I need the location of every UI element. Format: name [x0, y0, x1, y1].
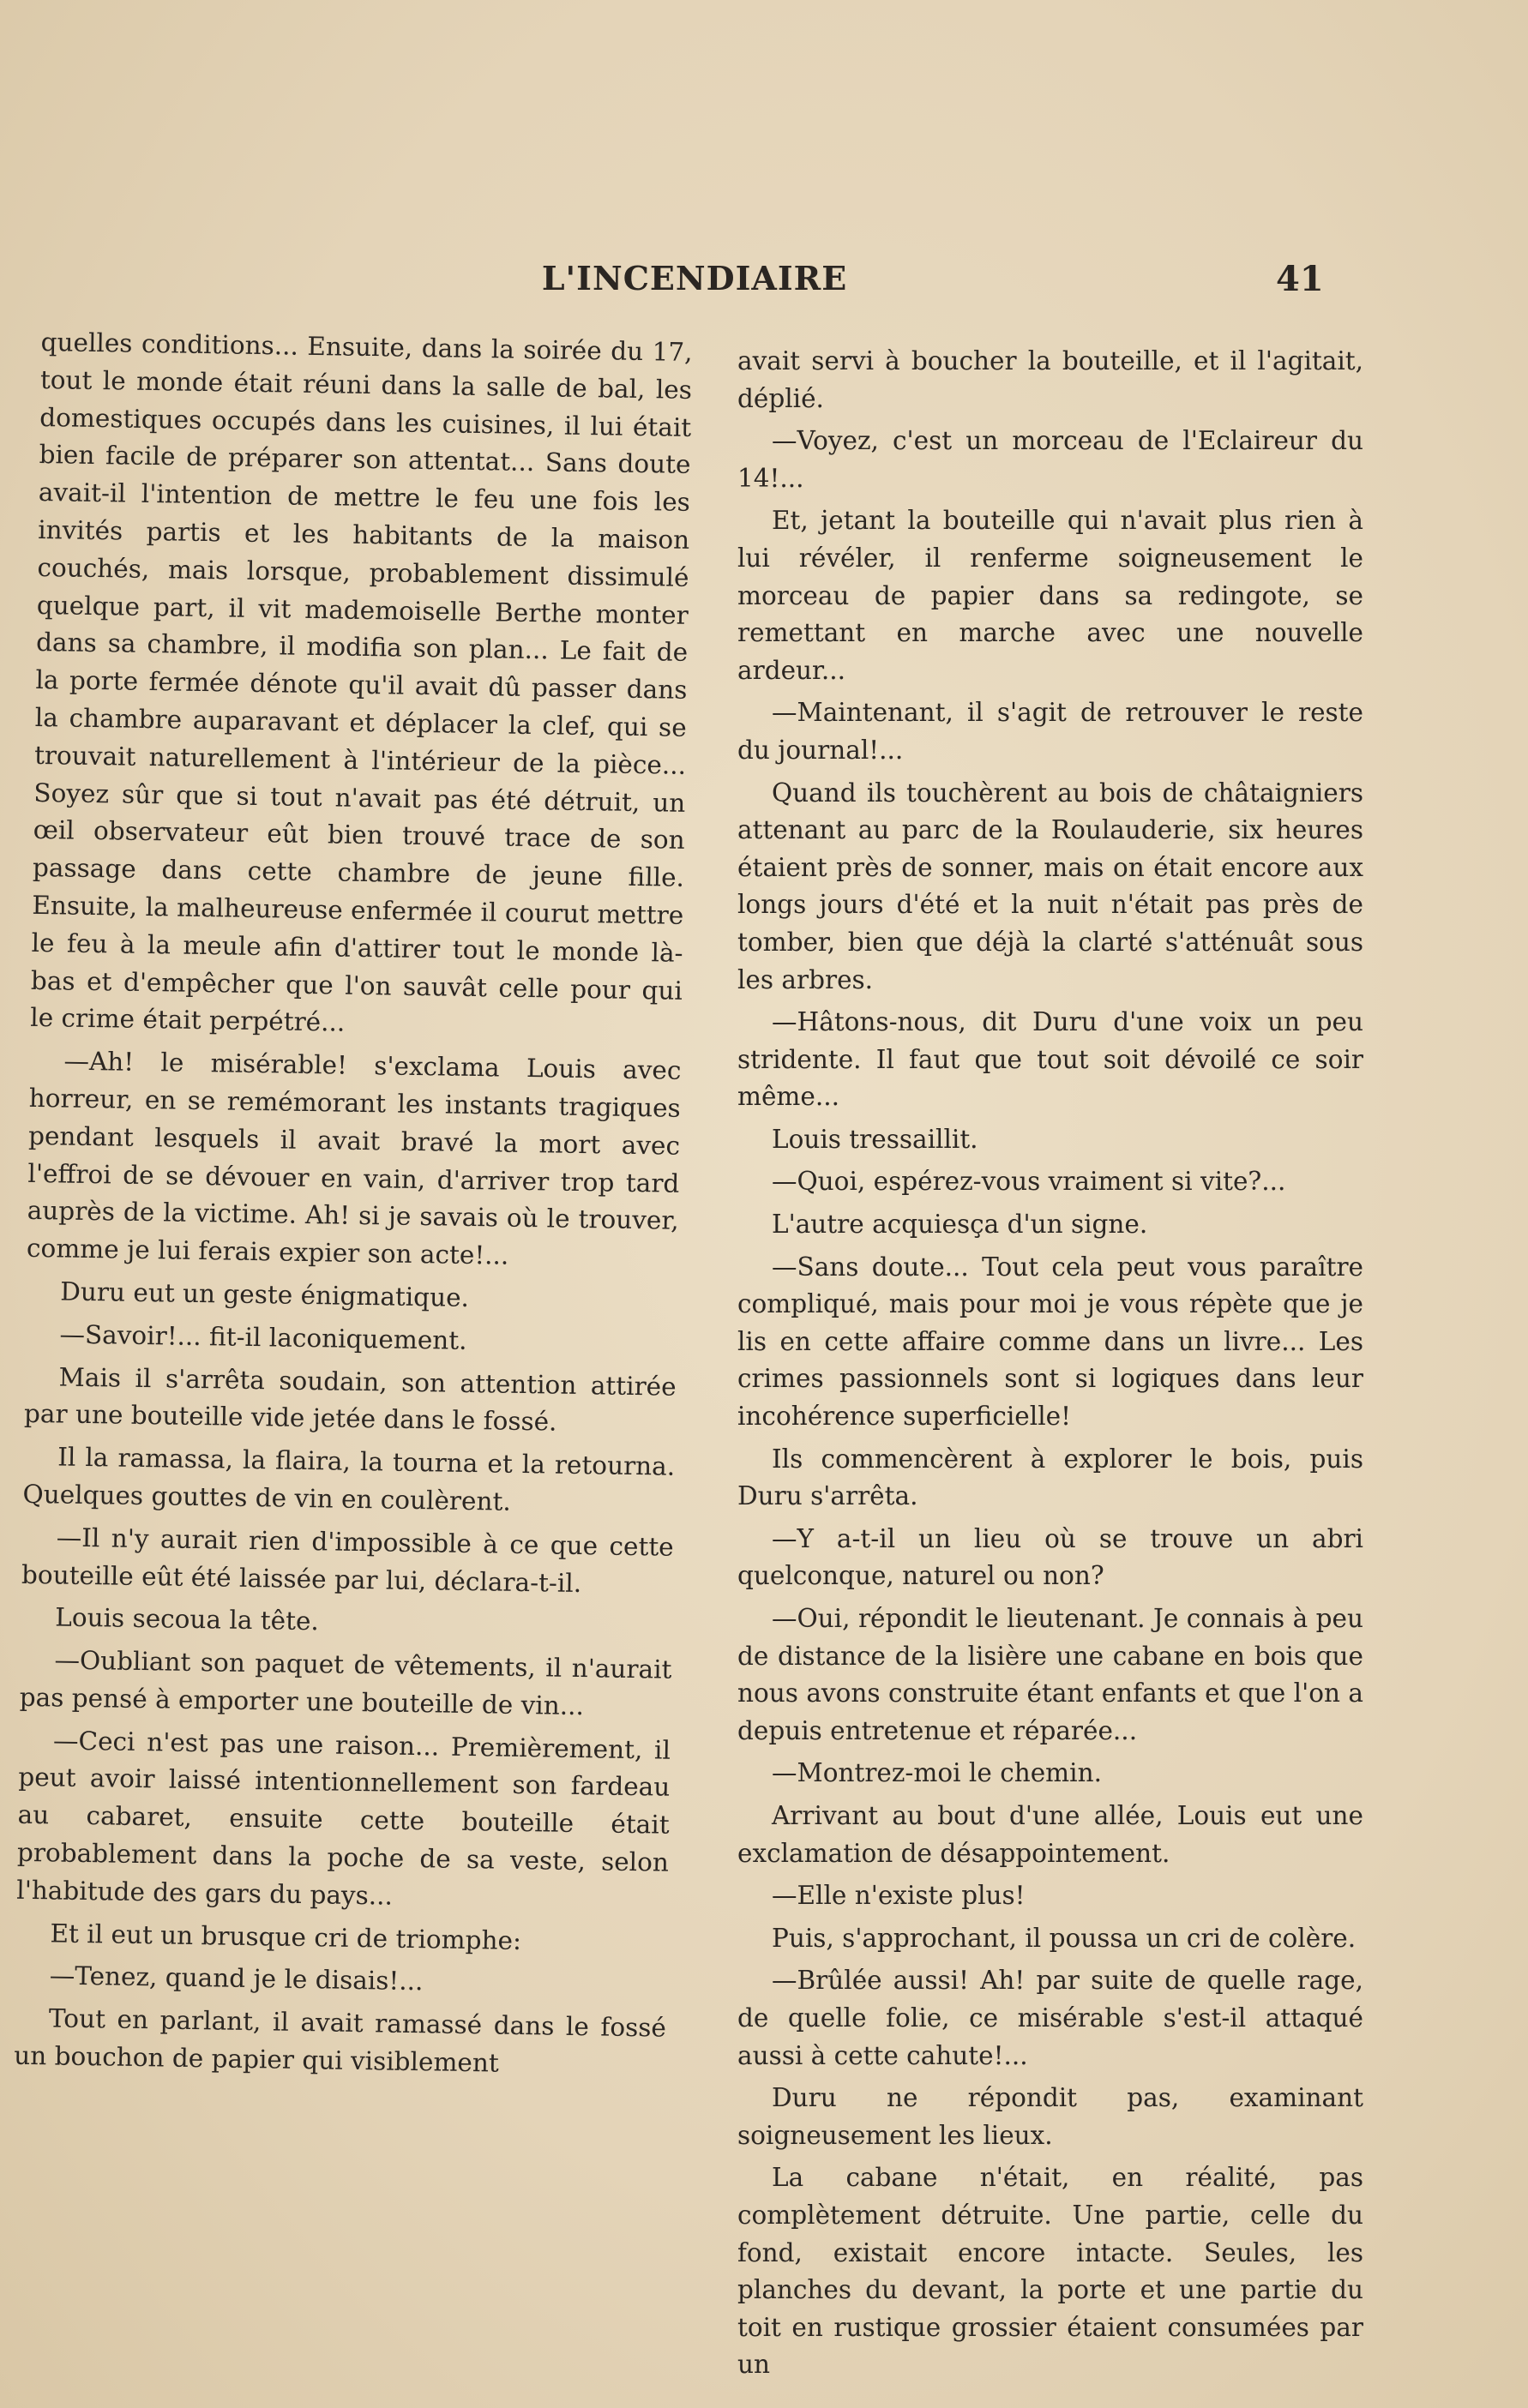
paragraph: L'autre acquiesça d'un signe.: [772, 1210, 1148, 1240]
paragraph: —Brûlée aussi! Ah! par suite de quelle rage, de quelle folie, ce misérable s'est-il attaqué aussi à cette cahute!...: [737, 1966, 1363, 2070]
paragraph: —Tenez, quand je le disais!...: [49, 1961, 424, 1997]
paragraph: Ils commencèrent à explorer le bois, puis Duru s'arrêta.: [737, 1444, 1363, 1511]
paragraph: Duru ne répondit pas, examinant soigneusement les lieux.: [737, 2083, 1363, 2150]
paragraph: Et il eut un brusque cri de triomphe:: [50, 1919, 522, 1955]
paragraph: —Oubliant son paquet de vêtements, il n'aurait pas pensé à emporter une bouteille de vin...: [19, 1645, 672, 1721]
running-title: L'INCENDIAIRE: [541, 259, 848, 297]
paragraph: Et, jetant la bouteille qui n'avait plus rien à lui révéler, il renferme soigneusement le morceau de papier dans sa redingote, se remettant en marche avec une nouvelle ardeur...: [737, 506, 1363, 685]
paragraph: Duru eut un geste énigmatique.: [60, 1276, 470, 1312]
paragraph: —Il n'y aurait rien d'impossible à ce que cette bouteille eût été laissée par lui, déclara-t-il.: [21, 1522, 674, 1598]
paragraph: Louis tressaillit.: [772, 1124, 978, 1154]
paragraph: —Oui, répondit le lieutenant. Je connais à peu de distance de la lisière une cabane en bois que nous avons construite étant enfants et que l'on a depuis entretenue et réparée...: [737, 1604, 1363, 1745]
paragraph: —Savoir!... fit-il laconiquement.: [59, 1319, 467, 1355]
paragraph: Quand ils touchèrent au bois de châtaigniers attenant au parc de la Roulauderie, six heures étaient près de sonner, mais on était encore aux longs jours d'été et la nuit n'était pas près de tomber, bien que déjà la clarté s'atténuât sous les arbres.: [737, 778, 1363, 994]
paragraph: Tout en parlant, il avait ramassé dans le fossé un bouchon de papier qui visiblement: [14, 2003, 667, 2078]
paragraph: Mais il s'arrêta soudain, son attention attirée par une bouteille vide jetée dans le fossé.: [23, 1361, 677, 1437]
paragraph: —Maintenant, il s'agit de retrouver le reste du journal!...: [737, 698, 1363, 765]
right-column: [737, 343, 1363, 2389]
paragraph: —Voyez, c'est un morceau de l'Eclaireur du 14!...: [737, 426, 1363, 493]
paragraph: —Hâtons-nous, dit Duru d'une voix un peu stridente. Il faut que tout soit dévoilé ce soir même...: [737, 1007, 1363, 1112]
left-column: [14, 324, 693, 2091]
paragraph: —Montrez-moi le chemin.: [772, 1758, 1102, 1788]
paragraph: La cabane n'était, en réalité, pas complètement détruite. Une partie, celle du fond, existait encore intacte. Seules, les planches du devant, la porte et une partie du toit en rustique grossier étaient consumées par un: [737, 2163, 1363, 2380]
paragraph: —Quoi, espérez-vous vraiment si vite?...: [772, 1167, 1286, 1197]
paragraph: Louis secoua la tête.: [55, 1602, 320, 1636]
paragraph: —Elle n'existe plus!: [772, 1881, 1026, 1911]
paragraph: —Y a-t-il un lieu où se trouve un abri quelconque, naturel ou non?: [737, 1523, 1363, 1591]
page-number: 41: [1276, 259, 1324, 299]
paragraph: Il la ramassa, la flaira, la tourna et la retourna. Quelques gouttes de vin en coulèrent.: [22, 1442, 676, 1516]
paragraph: quelles conditions... Ensuite, dans la soirée du 17, tout le monde était réuni dans la salle de bal, les domestiques occupés dans les cuisines, il lui était bien facile de préparer son attentat... Sans doute avait-il l'intention de mettre le feu une fois les invités partis et les habitants de la maison couchés, mais lorsque, probablement dissimulé quelque part, il vit mademoiselle Berthe monter dans sa chambre, il modifia son plan... Le fait de la porte fermée dénote qu'il avait dû passer dans la chambre auparavant et déplacer la clef, qui se trouvait naturellement à l'intérieur de la pièce... Soyez sûr que si tout n'avait pas été détruit, un œil observateur eût bien trouvé trace de son passage dans cette chambre de jeune fille. Ensuite, la malheureuse enfermée il courut mettre le feu à la meule afin d'attirer tout le monde là-bas et d'empêcher que l'on sauvât celle pour qui le crime était perpétré...: [30, 327, 693, 1038]
paragraph: —Ah! le misérable! s'exclama Louis avec horreur, en se remémorant les instants tragiques pendant lesquels il avait bravé la mort avec l'effroi de se dévouer en vain, d'arriver trop tard auprès de la victime. Ah! si je savais où le trouver, comme je lui ferais expier son acte!...: [26, 1046, 682, 1270]
paragraph: Arrivant au bout d'une allée, Louis eut une exclamation de désappointement.: [737, 1800, 1363, 1868]
paragraph: avait servi à boucher la bouteille, et il l'agitait, déplié.: [737, 346, 1363, 413]
paragraph: —Ceci n'est pas une raison... Premièrement, il peut avoir laissé intentionnellement son fardeau au cabaret, ensuite cette bouteille était probablement dans la poche de sa veste, selon l'habitude des gars du pays...: [16, 1726, 671, 1911]
paragraph: Puis, s'approchant, il poussa un cri de colère.: [772, 1923, 1357, 1953]
paragraph: —Sans doute... Tout cela peut vous paraître compliqué, mais pour moi je vous répète que je lis en cette affaire comme dans un livre... Les crimes passionnels sont si logiques dans leur incohérence superficielle!: [737, 1252, 1363, 1432]
page-header: [0, 259, 1528, 310]
